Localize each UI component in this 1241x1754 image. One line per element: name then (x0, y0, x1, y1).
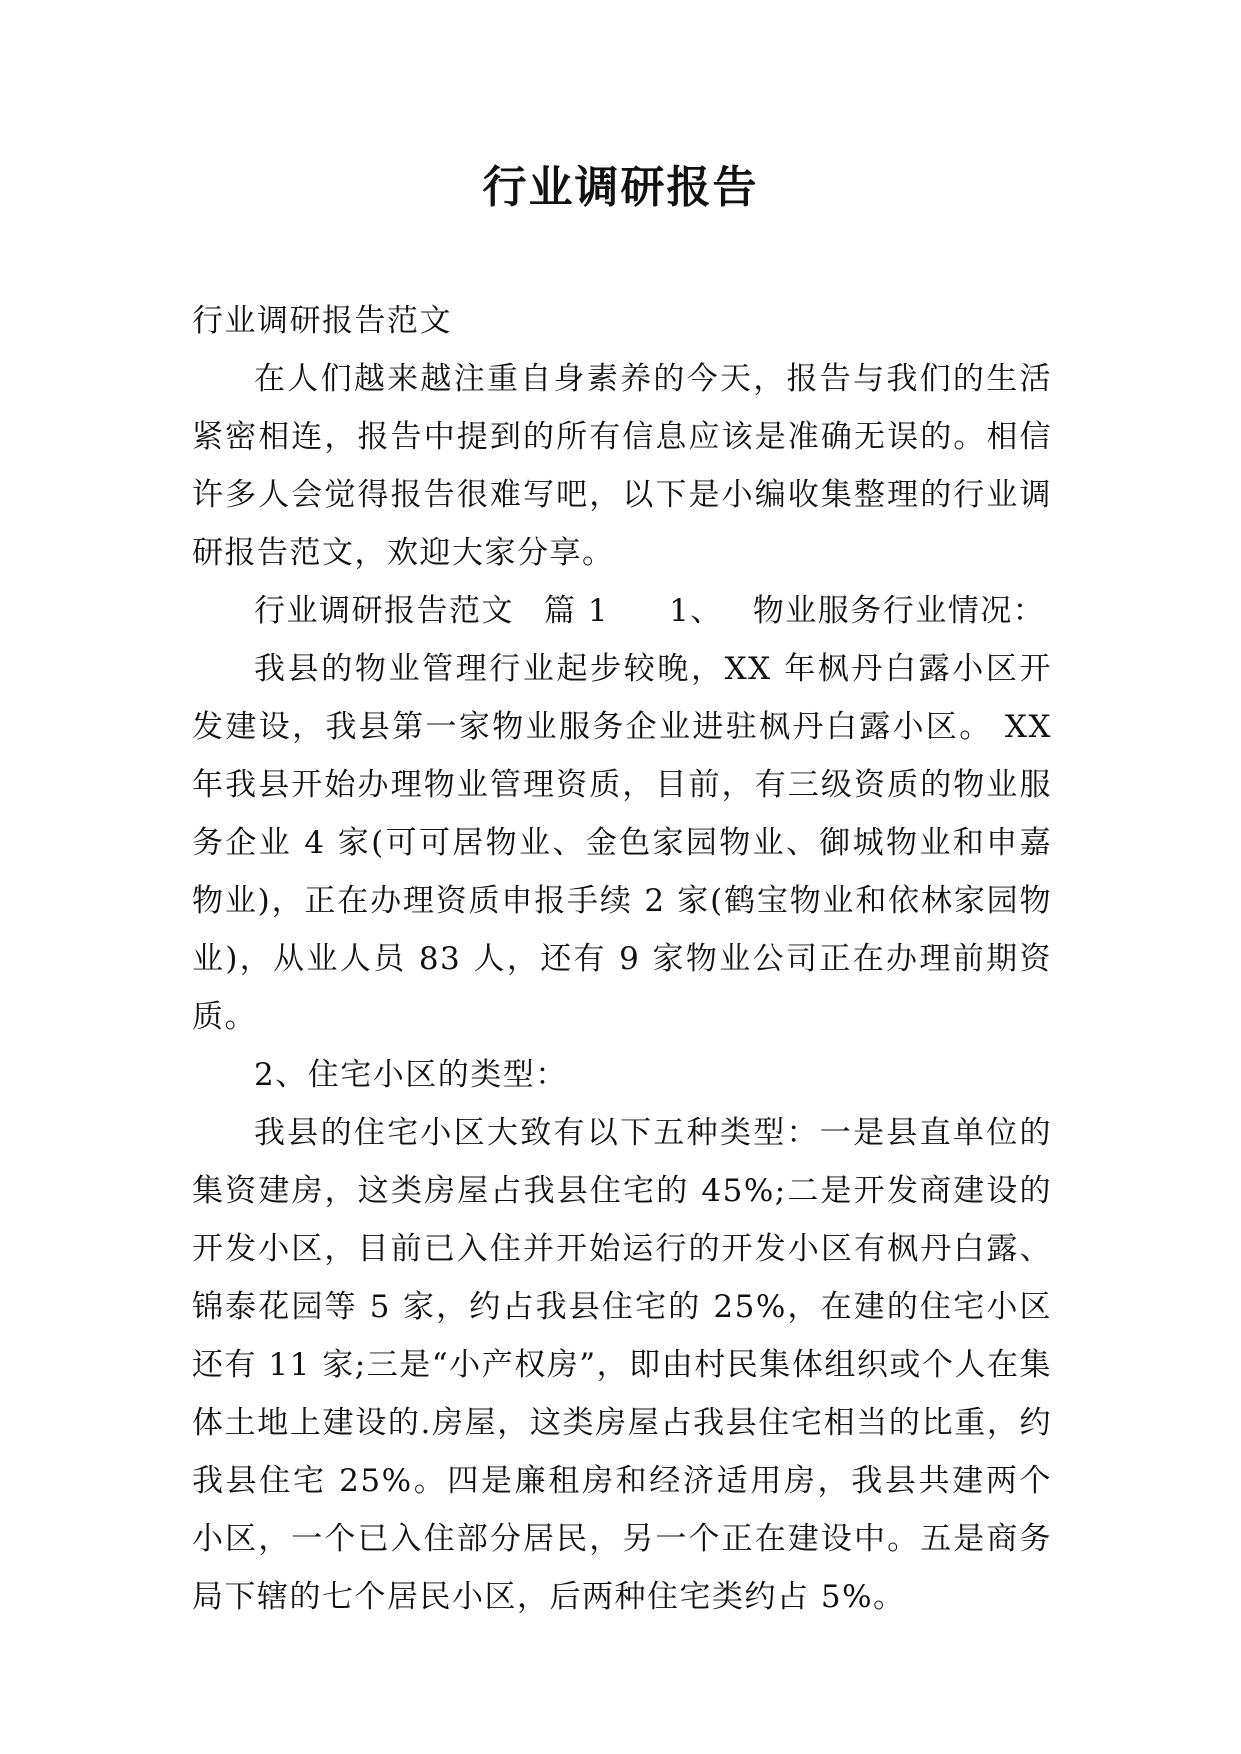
document-subtitle: 行业调研报告范文 (192, 303, 452, 339)
document-title: 行业调研报告 (482, 162, 759, 213)
part-label: 行业调研报告范文 (254, 593, 514, 629)
section-heading-1 (192, 582, 1052, 640)
item-number: 1、 (669, 593, 723, 629)
section-heading-2: 2、住宅小区的类型： (254, 1057, 568, 1093)
document-body (192, 292, 1052, 1626)
intro-paragraph: 在人们越来越注重自身素养的今天，报告与我们的生活紧密相连，报告中提到的所有信息应该是准确无误的。相信许多人会觉得报告很难写吧，以下是小编收集整理的行业调研报告范文，欢迎大家分享。 (192, 361, 1052, 571)
types-paragraph: 我县的住宅小区大致有以下五种类型：一是县直单位的集资建房，这类房屋占我县住宅的 45%;二是开发商建设的开发小区，目前已入住并开始运行的开发小区有枫丹白露、锦泰花园等 5 家，约占我县住宅的 25%，在建的住宅小区还有 11 家;三是“小产权房”，即由村民集体组织或个人在集体土地上建设的.房屋，这类房屋占我县住宅相当的比重，约我县住宅 25%。四是廉租房和经济适用房，我县共建两个小区，一个已入住部分居民，另一个正在建设中。五是商务局下辖的七个居民小区，后两种住宅类约占 5%。 (192, 1115, 1052, 1615)
item-title: 物业服务行业情况： (752, 593, 1046, 629)
property-paragraph: 我县的物业管理行业起步较晚，XX 年枫丹白露小区开发建设，我县第一家物业服务企业进驻枫丹白露小区。 XX 年我县开始办理物业管理资质，目前，有三级资质的物业服务企业 4 家(可可居物业、金色家园物业、御城物业和申嘉物业)，正在办理资质申报手续 2 家(鹤宝物业和依林家园物业)，从业人员 83 人，还有 9 家物业公司正在办理前期资质。 (192, 651, 1052, 1035)
part-number: 篇 1 (544, 593, 610, 629)
